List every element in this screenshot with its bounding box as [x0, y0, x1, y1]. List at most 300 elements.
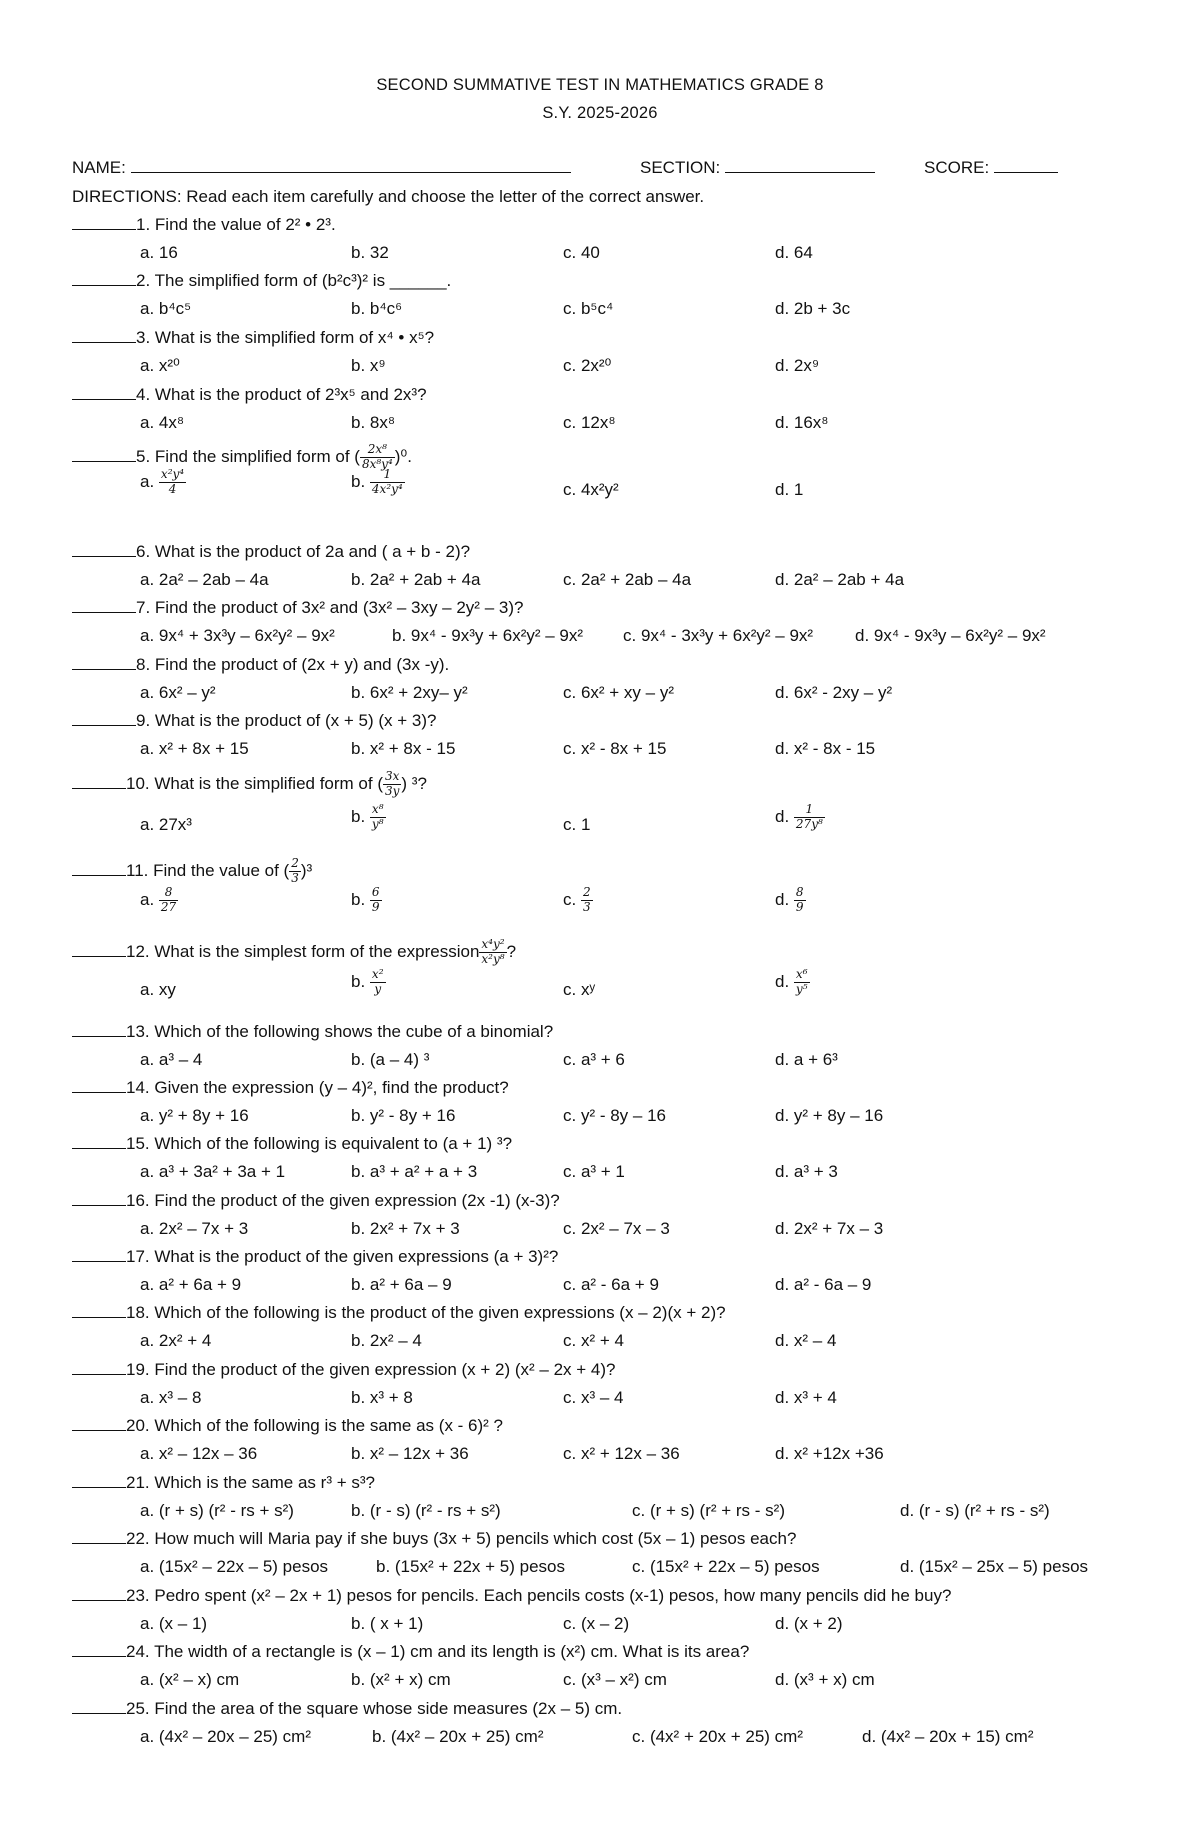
option-c-text: c. y² - 8y – 16 — [563, 1106, 666, 1125]
option-a-fraction — [159, 468, 186, 497]
question-fraction — [479, 938, 506, 967]
option-a[interactable] — [140, 683, 216, 703]
section-field[interactable] — [640, 158, 875, 178]
question-number: 23. — [126, 1586, 150, 1605]
option-a[interactable] — [140, 1388, 201, 1408]
option-c[interactable] — [563, 1614, 629, 1634]
question-13 — [72, 1022, 553, 1042]
option-b-text: b. 2a² + 2ab + 4a — [351, 570, 481, 589]
question-6 — [72, 542, 470, 562]
option-c-text: c. x³ – 4 — [563, 1388, 624, 1407]
option-d[interactable] — [775, 1670, 875, 1690]
option-d[interactable] — [775, 1219, 883, 1239]
option-b-label: b. — [351, 806, 366, 826]
question-text: Find the area of the square whose side measures (2x – 5) cm. — [154, 1699, 623, 1718]
option-c[interactable] — [563, 1050, 625, 1070]
option-d[interactable] — [775, 1614, 843, 1634]
option-d-text: d. 2x² + 7x – 3 — [775, 1219, 884, 1238]
directions: DIRECTIONS: Read each item carefully and choose the letter of the correct answer. — [72, 187, 705, 206]
option-c[interactable] — [563, 1106, 666, 1126]
option-b[interactable] — [351, 1050, 429, 1070]
option-c-text: c. (15x² + 22x – 5) pesos — [632, 1557, 820, 1576]
option-a[interactable] — [140, 1050, 202, 1070]
question-text: How much will Maria pay if she buys (3x + 5) pencils which cost (5x – 1) pesos each? — [154, 1529, 797, 1548]
option-a-text: a. a³ + 3a² + 3a + 1 — [140, 1162, 286, 1181]
option-b-text: b. y² - 8y + 16 — [351, 1106, 456, 1125]
option-c-text: c. (x³ – x²) cm — [563, 1670, 667, 1689]
option-a[interactable] — [140, 356, 180, 376]
option-b-fraction-numerator: 1 — [370, 468, 405, 483]
section-blank[interactable] — [725, 171, 875, 173]
option-c-text: c. 40 — [563, 243, 600, 262]
option-b[interactable] — [351, 1388, 413, 1408]
question-number: 21. — [126, 1473, 150, 1492]
option-c-fraction — [581, 886, 593, 915]
option-b[interactable] — [351, 1219, 460, 1239]
question-number: 6. — [136, 542, 151, 561]
option-a-text: a. (x – 1) — [140, 1614, 208, 1633]
option-a[interactable] — [140, 1501, 294, 1521]
option-d[interactable] — [775, 968, 810, 997]
question-14 — [72, 1078, 509, 1098]
question-15 — [72, 1134, 512, 1154]
option-d[interactable] — [775, 1162, 838, 1182]
question-22 — [72, 1529, 796, 1549]
option-d[interactable] — [775, 886, 806, 915]
option-d[interactable] — [775, 356, 819, 376]
question-18 — [72, 1303, 726, 1323]
answer-blank[interactable] — [72, 555, 136, 557]
option-d[interactable] — [775, 803, 825, 832]
option-c-text: c. 2x²⁰ — [563, 356, 612, 375]
question-fraction-denominator: 3 — [291, 870, 299, 885]
option-a[interactable] — [140, 886, 178, 915]
question-fraction-numerator: 2 — [291, 856, 299, 870]
option-d-label: d. — [775, 889, 790, 909]
question-fraction-numerator: 2x⁸ — [360, 443, 395, 458]
question-text: Find the product of 3x² and (3x² – 3xy – 2y² – 3)? — [154, 598, 524, 617]
option-a-text: a. (r + s) (r² - rs + s²) — [140, 1501, 294, 1520]
option-c[interactable] — [563, 480, 619, 500]
option-c-text: c. 2a² + 2ab – 4a — [563, 570, 692, 589]
option-c-text: c. 9x⁴ - 3x³y + 6x²y² – 9x² — [623, 626, 814, 645]
option-b-text: b. x² + 8x - 15 — [351, 739, 456, 758]
option-c[interactable] — [563, 1388, 623, 1408]
answer-blank[interactable] — [72, 1316, 126, 1318]
option-b[interactable] — [351, 968, 386, 997]
option-d[interactable] — [862, 1727, 1033, 1747]
option-d-fraction — [794, 803, 825, 832]
question-number: 15. — [126, 1134, 150, 1153]
option-d[interactable] — [775, 1388, 837, 1408]
option-a[interactable] — [140, 739, 249, 759]
option-d[interactable] — [855, 626, 1046, 646]
option-a[interactable] — [140, 1557, 328, 1577]
option-c[interactable] — [563, 1275, 659, 1295]
answer-blank[interactable] — [72, 398, 136, 400]
option-b-fraction — [370, 803, 386, 832]
question-number: 4. — [136, 385, 151, 404]
option-a[interactable] — [140, 1444, 257, 1464]
option-c-text: c. (4x² + 20x + 25) cm² — [632, 1727, 803, 1746]
option-d[interactable] — [900, 1501, 1050, 1521]
name-field[interactable] — [72, 158, 571, 178]
answer-blank[interactable] — [72, 1599, 126, 1601]
option-d[interactable] — [900, 1557, 1088, 1577]
option-a-text: a. 27x³ — [140, 815, 192, 834]
question-text: What is the product of 2³x⁵ and 2x³? — [154, 385, 427, 404]
question-text-end: ? — [506, 941, 517, 961]
option-d[interactable] — [775, 1275, 871, 1295]
option-d-fraction-numerator: 8 — [795, 885, 804, 899]
option-b-label: b. — [351, 971, 366, 991]
option-c-text: c. (x – 2) — [563, 1614, 630, 1633]
option-a[interactable] — [140, 243, 178, 263]
question-text: What is the product of 2a and ( a + b - 2)? — [154, 542, 471, 561]
option-b[interactable] — [351, 803, 386, 832]
option-c[interactable] — [563, 739, 666, 759]
option-b[interactable] — [351, 683, 468, 703]
option-a[interactable] — [140, 1614, 207, 1634]
option-b-fraction — [370, 886, 382, 915]
option-a-text: a. (15x² – 22x – 5) pesos — [140, 1557, 329, 1576]
option-a-text: a. x² – 12x – 36 — [140, 1444, 258, 1463]
option-b[interactable] — [351, 739, 455, 759]
question-16 — [72, 1191, 560, 1211]
option-b-fraction-denominator: y⁸ — [371, 816, 384, 831]
option-a[interactable] — [140, 299, 191, 319]
question-number: 7. — [136, 598, 151, 617]
question-text-end: )³ — [300, 860, 313, 880]
option-b-text: b. ( x + 1) — [351, 1614, 424, 1633]
option-b-fraction-numerator: 6 — [371, 885, 380, 899]
option-d-text: d. a³ + 3 — [775, 1162, 838, 1181]
option-d[interactable] — [775, 739, 875, 759]
option-b-text: b. 2x² – 4 — [351, 1331, 422, 1350]
option-d-text: d. 2a² – 2ab + 4a — [775, 570, 905, 589]
option-b-text: b. a² + 6a – 9 — [351, 1275, 452, 1294]
option-c-text: c. x² + 4 — [563, 1331, 624, 1350]
option-d-text: d. 2x⁹ — [775, 356, 820, 375]
question-4 — [72, 385, 427, 405]
answer-blank[interactable] — [72, 1035, 126, 1037]
option-d[interactable] — [775, 413, 828, 433]
option-c[interactable] — [563, 1670, 667, 1690]
answer-blank[interactable] — [72, 1091, 126, 1093]
option-b[interactable] — [351, 1614, 423, 1634]
option-b-text: b. 6x² + 2xy– y² — [351, 683, 468, 702]
question-number: 25. — [126, 1699, 150, 1718]
option-b[interactable] — [392, 626, 583, 646]
option-d-text: d. 1 — [775, 480, 804, 499]
question-number: 11. — [126, 860, 149, 880]
option-c[interactable] — [563, 570, 691, 590]
option-d-text: d. a² - 6a – 9 — [775, 1275, 872, 1294]
option-b-text: b. x⁹ — [351, 356, 386, 375]
option-b[interactable] — [351, 356, 386, 376]
answer-blank[interactable] — [72, 1655, 126, 1657]
answer-blank[interactable] — [72, 955, 126, 957]
question-fraction-numerator: 3x — [383, 770, 401, 785]
option-d[interactable] — [775, 480, 803, 500]
option-b-fraction — [370, 968, 386, 997]
option-a[interactable] — [140, 980, 176, 1000]
question-number: 2. — [136, 271, 151, 290]
question-11 — [72, 857, 312, 886]
option-b[interactable] — [351, 1162, 477, 1182]
option-d-text: d. 64 — [775, 243, 813, 262]
option-a-text: a. 16 — [140, 243, 178, 262]
question-text: Pedro spent (x² – 2x + 1) pesos for pencils. Each pencils costs (x-1) pesos, how many pencils did he buy? — [154, 1586, 952, 1605]
question-number: 14. — [126, 1078, 150, 1097]
option-c[interactable] — [563, 1331, 624, 1351]
question-12 — [72, 938, 516, 967]
answer-blank[interactable] — [72, 668, 136, 670]
question-text-end: ) ³? — [401, 773, 427, 793]
section-label: SECTION: — [640, 158, 721, 177]
score-blank[interactable] — [994, 171, 1058, 173]
question-number: 9. — [136, 711, 151, 730]
option-d[interactable] — [775, 299, 850, 319]
option-a-text: a. x² + 8x + 15 — [140, 739, 249, 758]
question-10 — [72, 770, 427, 799]
option-b[interactable] — [351, 1670, 451, 1690]
question-7 — [72, 598, 523, 618]
option-d-label: d. — [775, 806, 790, 826]
question-number: 18. — [126, 1303, 150, 1322]
question-2 — [72, 271, 451, 291]
option-d-text: d. (15x² – 25x – 5) pesos — [900, 1557, 1089, 1576]
option-c-text: c. (r + s) (r² + rs - s²) — [632, 1501, 785, 1520]
option-c-text: c. a³ + 6 — [563, 1050, 625, 1069]
option-a-text: a. xy — [140, 980, 176, 999]
option-a-text: a. a² + 6a + 9 — [140, 1275, 242, 1294]
question-fraction-numerator: x⁴y² — [481, 937, 505, 951]
option-c[interactable] — [623, 626, 813, 646]
option-b[interactable] — [351, 299, 402, 319]
option-c[interactable] — [563, 356, 611, 376]
question-fraction — [383, 770, 401, 799]
option-c-fraction-numerator: 2 — [582, 885, 591, 899]
answer-blank[interactable] — [72, 1712, 126, 1714]
option-d[interactable] — [775, 1331, 836, 1351]
score-field[interactable] — [924, 158, 1058, 178]
option-a-text: a. y² + 8y + 16 — [140, 1106, 249, 1125]
option-b[interactable] — [351, 1501, 501, 1521]
answer-blank[interactable] — [72, 228, 136, 230]
option-b[interactable] — [351, 413, 395, 433]
option-c[interactable] — [632, 1557, 820, 1577]
answer-blank[interactable] — [72, 341, 136, 343]
option-a[interactable] — [140, 1727, 311, 1747]
option-d-fraction-denominator: 9 — [795, 899, 804, 914]
option-a[interactable] — [140, 1219, 248, 1239]
option-b[interactable] — [351, 570, 481, 590]
option-a-text: a. a³ – 4 — [140, 1050, 203, 1069]
answer-blank[interactable] — [72, 1147, 126, 1149]
option-a[interactable] — [140, 468, 186, 497]
question-text: Which of the following is the product of the given expressions (x – 2)(x + 2)? — [154, 1303, 726, 1322]
question-text: Find the simplified form of ( — [154, 446, 360, 466]
option-a-fraction — [159, 886, 178, 915]
option-a-text: a. 2a² – 2ab – 4a — [140, 570, 269, 589]
option-c[interactable] — [632, 1501, 785, 1521]
option-d[interactable] — [775, 1444, 884, 1464]
option-b[interactable] — [351, 468, 405, 497]
option-a[interactable] — [140, 626, 335, 646]
option-a-text: a. (4x² – 20x – 25) cm² — [140, 1727, 312, 1746]
option-c[interactable] — [632, 1727, 803, 1747]
question-text-end: )⁰. — [394, 446, 412, 466]
question-25 — [72, 1699, 622, 1719]
answer-blank[interactable] — [72, 284, 136, 286]
question-text: What is the product of (x + 5) (x + 3)? — [154, 711, 437, 730]
question-number: 24. — [126, 1642, 150, 1661]
option-c-text: c. 2x² – 7x – 3 — [563, 1219, 670, 1238]
option-b[interactable] — [351, 1275, 452, 1295]
option-b[interactable] — [351, 243, 389, 263]
school-year: S.Y. 2025-2026 — [542, 104, 658, 122]
question-text: What is the simplest form of the expression — [154, 941, 480, 961]
option-b-text: b. 2x² + 7x + 3 — [351, 1219, 460, 1238]
option-c[interactable] — [563, 1162, 625, 1182]
question-8 — [72, 655, 449, 675]
option-b[interactable] — [351, 1444, 469, 1464]
option-a[interactable] — [140, 413, 184, 433]
option-b[interactable] — [351, 1106, 455, 1126]
option-a-text: a. 6x² – y² — [140, 683, 216, 702]
option-a-text: a. b⁴c⁵ — [140, 299, 192, 318]
question-text: Which of the following shows the cube of a binomial? — [154, 1022, 554, 1041]
option-b[interactable] — [372, 1727, 543, 1747]
question-19 — [72, 1360, 616, 1380]
answer-blank[interactable] — [72, 1373, 126, 1375]
option-b-fraction-denominator: 4x²y⁴ — [371, 481, 403, 496]
answer-blank[interactable] — [72, 874, 126, 876]
option-b-text: b. 32 — [351, 243, 389, 262]
option-d-fraction — [794, 968, 810, 997]
option-d-text: d. 6x² - 2xy – y² — [775, 683, 893, 702]
option-c-fraction-denominator: 3 — [582, 899, 591, 914]
option-d-fraction-numerator: 1 — [794, 803, 825, 818]
question-text: Find the value of 2² • 2³. — [154, 215, 336, 234]
answer-blank[interactable] — [72, 611, 136, 613]
option-d[interactable] — [775, 243, 813, 263]
option-d[interactable] — [775, 570, 904, 590]
option-c[interactable] — [563, 980, 595, 1000]
option-d-label: d. — [775, 971, 790, 991]
question-1 — [72, 215, 336, 235]
question-fraction-denominator: 8x⁸y⁴ — [361, 456, 393, 471]
option-a[interactable] — [140, 570, 269, 590]
option-c[interactable] — [563, 886, 593, 915]
name-blank[interactable] — [131, 171, 571, 173]
question-number: 19. — [126, 1360, 150, 1379]
answer-blank[interactable] — [72, 1542, 126, 1544]
option-d[interactable] — [775, 1106, 883, 1126]
option-c[interactable] — [563, 413, 616, 433]
answer-blank[interactable] — [72, 1260, 126, 1262]
option-d-text: d. 2b + 3c — [775, 299, 851, 318]
option-a-text: a. (x² – x) cm — [140, 1670, 240, 1689]
question-text: Find the product of the given expression (x + 2) (x² – 2x + 4)? — [154, 1360, 616, 1379]
question-24 — [72, 1642, 749, 1662]
option-c-text: c. 4x²y² — [563, 480, 619, 499]
option-c[interactable] — [563, 243, 600, 263]
option-b[interactable] — [351, 886, 382, 915]
option-a[interactable] — [140, 1275, 241, 1295]
option-c-label: c. — [563, 889, 577, 909]
option-d[interactable] — [775, 683, 892, 703]
option-b-text: b. b⁴c⁶ — [351, 299, 403, 318]
option-b[interactable] — [351, 1331, 422, 1351]
option-c[interactable] — [563, 1444, 680, 1464]
answer-blank[interactable] — [72, 1486, 126, 1488]
option-a-fraction-denominator: 4 — [168, 481, 177, 496]
option-d-text: d. (4x² – 20x + 15) cm² — [862, 1727, 1034, 1746]
option-b-fraction-denominator: y — [374, 981, 382, 996]
question-fraction — [289, 857, 301, 886]
option-b-text: b. (a – 4) ³ — [351, 1050, 430, 1069]
option-a-fraction-numerator: x²y⁴ — [160, 467, 185, 481]
option-a-text: a. 4x⁸ — [140, 413, 185, 432]
answer-blank[interactable] — [72, 724, 136, 726]
answer-blank[interactable] — [72, 460, 136, 462]
question-number: 22. — [126, 1529, 150, 1548]
option-c[interactable] — [563, 1219, 670, 1239]
option-a[interactable] — [140, 1106, 249, 1126]
option-c[interactable] — [563, 683, 674, 703]
question-17 — [72, 1247, 558, 1267]
option-b-text: b. (x² + x) cm — [351, 1670, 451, 1689]
option-b-text: b. a³ + a² + a + 3 — [351, 1162, 478, 1181]
option-b-label: b. — [351, 471, 366, 491]
option-d-fraction-numerator: x⁶ — [794, 968, 810, 983]
option-a[interactable] — [140, 1331, 211, 1351]
option-d[interactable] — [775, 1050, 838, 1070]
answer-blank[interactable] — [72, 1429, 126, 1431]
question-text: Which is the same as r³ + s³? — [154, 1473, 375, 1492]
option-d-fraction-denominator: y⁵ — [795, 981, 808, 996]
answer-blank[interactable] — [72, 787, 126, 789]
option-a-fraction-numerator: 8 — [159, 886, 178, 901]
option-d-text: d. a + 6³ — [775, 1050, 838, 1069]
option-a-text: a. x²⁰ — [140, 356, 180, 375]
option-b[interactable] — [376, 1557, 565, 1577]
option-c-text: c. xʸ — [563, 980, 595, 999]
option-b-text: b. (4x² – 20x + 25) cm² — [372, 1727, 544, 1746]
option-c[interactable] — [563, 299, 613, 319]
option-a-text: a. 2x² – 7x + 3 — [140, 1219, 249, 1238]
answer-blank[interactable] — [72, 1204, 126, 1206]
option-a[interactable] — [140, 815, 192, 835]
question-number: 20. — [126, 1416, 150, 1435]
option-b-text: b. x³ + 8 — [351, 1388, 413, 1407]
name-label: NAME: — [72, 158, 126, 177]
question-21 — [72, 1473, 375, 1493]
option-d-text: d. x³ + 4 — [775, 1388, 837, 1407]
option-b-fraction-numerator: x² — [371, 967, 384, 981]
option-a[interactable] — [140, 1670, 239, 1690]
question-number: 10. — [126, 773, 150, 793]
option-a[interactable] — [140, 1162, 285, 1182]
option-d-text: d. x² – 4 — [775, 1331, 837, 1350]
question-3 — [72, 328, 434, 348]
option-c[interactable] — [563, 815, 590, 835]
option-a-text: a. x³ – 8 — [140, 1388, 202, 1407]
question-number: 16. — [126, 1191, 150, 1210]
option-d-text: d. x² +12x +36 — [775, 1444, 884, 1463]
